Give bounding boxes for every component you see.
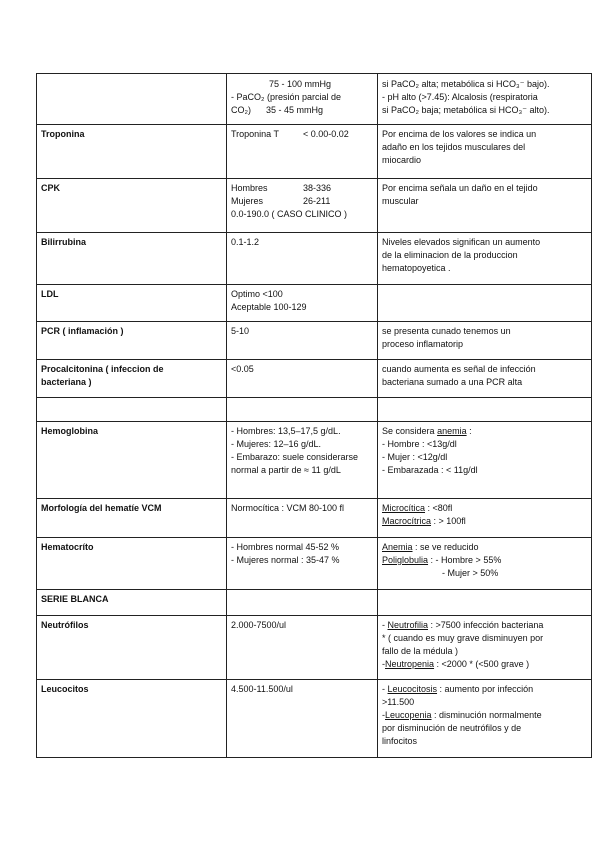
table-row — [37, 125, 592, 179]
value-line — [231, 182, 373, 195]
reference-values-cell — [227, 125, 378, 179]
reference-values-cell: 0.1-1.2 — [227, 233, 378, 285]
test-name-cell — [37, 398, 227, 422]
note-line — [382, 502, 587, 515]
note-line: por disminución de neutrófilos y de — [382, 723, 522, 733]
note-line: * ( cuando es muy grave disminuyen por — [382, 633, 544, 643]
test-name-cell — [37, 360, 227, 398]
table-row — [37, 179, 592, 233]
value-line: normal a partir de ≈ 11 g/dL — [231, 465, 341, 475]
value-text: CO₂) — [231, 105, 251, 115]
reference-values-cell: 5-10 — [227, 322, 378, 360]
note-text: : se ve reducido — [412, 542, 479, 552]
section-title: SERIE BLANCA — [37, 590, 227, 616]
test-name-cell: Morfología del hematíe VCM — [37, 499, 227, 538]
interpretation-cell — [378, 538, 592, 590]
interpretation-cell — [378, 398, 592, 422]
value-text: Hombres — [231, 183, 268, 193]
note-text: : > 100fl — [431, 516, 466, 526]
note-text: Se considera — [382, 426, 435, 436]
table-row — [37, 360, 592, 398]
underlined-term: Neutrofilia — [387, 620, 429, 630]
value-line: - Mujeres: 12–16 g/dL. — [231, 439, 322, 449]
note-text: - — [382, 684, 388, 694]
note-line — [382, 619, 587, 632]
reference-values-cell — [227, 285, 378, 322]
table-row — [37, 499, 592, 538]
note-text: : <2000 * (<500 grave ) — [434, 659, 530, 669]
note-text: - — [382, 659, 385, 669]
note-line: fallo de la médula ) — [382, 646, 459, 656]
note-text: : <80fl — [425, 503, 453, 513]
note-line — [382, 683, 587, 696]
reference-values-cell — [227, 422, 378, 499]
value-line: Optimo <100 — [231, 289, 283, 299]
reference-values-cell — [227, 74, 378, 125]
interpretation-cell — [378, 590, 592, 616]
lab-values-table — [36, 73, 592, 758]
note-line: de la eliminacion de la produccion — [382, 250, 518, 260]
value-line — [231, 195, 373, 208]
value-line: - Embarazo: suele considerarse — [231, 452, 359, 462]
reference-values-cell — [227, 590, 378, 616]
interpretation-cell — [378, 285, 592, 322]
underlined-term: Poliglobulia — [382, 555, 429, 565]
note-line: si PaCO₂ baja; metabólica si HCO₃⁻ alto). — [382, 105, 550, 115]
note-line: - Mujer > 50% — [442, 568, 499, 578]
interpretation-cell — [378, 616, 592, 680]
note-line — [382, 425, 587, 438]
note-line: - pH alto (>7.45): Alcalosis (respiratoria — [382, 92, 538, 102]
interpretation-cell — [378, 680, 592, 758]
note-line: proceso inflamatorip — [382, 339, 464, 349]
test-name-cell: Neutrófilos — [37, 616, 227, 680]
note-line: hematopoyetica . — [382, 263, 451, 273]
interpretation-cell — [378, 360, 592, 398]
value-line: - Hombres: 13,5–17,5 g/dL. — [231, 426, 341, 436]
underlined-term: Leucocitosis — [387, 684, 438, 694]
name-line: Procalcitonina ( infeccion de — [41, 364, 164, 374]
underlined-term: Microcítica — [382, 503, 426, 513]
note-line: Por encima señala un daño en el tejido — [382, 183, 538, 193]
table-row — [37, 322, 592, 360]
value-line: - PaCO₂ (presión parcial de — [231, 92, 342, 102]
note-line — [382, 709, 587, 722]
note-line: Niveles elevados significan un aumento — [382, 237, 541, 247]
table-row — [37, 538, 592, 590]
note-line: adaño en los tejidos musculares del — [382, 142, 526, 152]
value-text: Troponina T — [231, 129, 280, 139]
test-name-cell: Bilirrubina — [37, 233, 227, 285]
note-line: - Hombre : <13g/dl — [382, 439, 457, 449]
note-line: se presenta cunado tenemos un — [382, 326, 511, 336]
interpretation-cell — [378, 422, 592, 499]
value-line: Aceptable 100-129 — [231, 302, 307, 312]
test-name-cell: Hemoglobina — [37, 422, 227, 499]
value-text: 26-211 — [303, 196, 331, 206]
interpretation-cell — [378, 125, 592, 179]
test-name-cell: PCR ( inflamación ) — [37, 322, 227, 360]
underlined-term: Macrocítrica — [382, 516, 432, 526]
test-name-cell — [37, 74, 227, 125]
note-line — [382, 658, 587, 671]
interpretation-cell — [378, 322, 592, 360]
reference-values-cell: 2.000-7500/ul — [227, 616, 378, 680]
note-text: - — [382, 620, 388, 630]
underlined-term: Leucopenia — [385, 710, 432, 720]
note-line — [382, 554, 587, 567]
test-name-cell: LDL — [37, 285, 227, 322]
value-line: 0.0-190.0 ( CASO CLINICO ) — [231, 209, 348, 219]
table-row — [37, 680, 592, 758]
table-row — [37, 233, 592, 285]
reference-values-cell: 4.500-11.500/ul — [227, 680, 378, 758]
note-line: - Mujer : <12g/dl — [382, 452, 448, 462]
note-text: : — [469, 426, 472, 436]
test-name-cell: Troponina — [37, 125, 227, 179]
table-row-empty — [37, 398, 592, 422]
underlined-term: Anemia — [382, 542, 413, 552]
interpretation-cell — [378, 233, 592, 285]
note-line: linfocitos — [382, 736, 418, 746]
reference-values-cell — [227, 179, 378, 233]
note-line: Por encima de los valores se indica un — [382, 129, 537, 139]
note-line: >11.500 — [382, 697, 415, 707]
table-row — [37, 422, 592, 499]
reference-values-cell — [227, 398, 378, 422]
note-line: si PaCO₂ alta; metabólica si HCO₃⁻ bajo). — [382, 79, 550, 89]
value-line — [231, 104, 373, 117]
note-text: - — [382, 710, 385, 720]
note-text: : disminución normalmente — [431, 710, 542, 720]
interpretation-cell — [378, 499, 592, 538]
note-text: : - Hombre > 55% — [428, 555, 502, 565]
interpretation-cell — [378, 74, 592, 125]
reference-values-cell: Normocítica : VCM 80-100 fl — [227, 499, 378, 538]
note-line: cuando aumenta es señal de infección — [382, 364, 536, 374]
table-row — [37, 285, 592, 322]
note-line: muscular — [382, 196, 419, 206]
name-line: bacteriana ) — [41, 377, 92, 387]
underlined-term: Neutropenia — [385, 659, 435, 669]
value-line: - Mujeres normal : 35-47 % — [231, 555, 340, 565]
note-text: : aumento por infección — [437, 684, 534, 694]
note-text: : >7500 infección bacteriana — [428, 620, 544, 630]
note-line: - Embarazada : < 11g/dl — [382, 465, 478, 475]
value-text: < 0.00-0.02 — [303, 129, 349, 139]
underlined-term: anemia — [437, 426, 467, 436]
test-name-cell: CPK — [37, 179, 227, 233]
table-row — [37, 616, 592, 680]
reference-values-cell — [227, 538, 378, 590]
value-line — [231, 128, 373, 141]
value-text: 38-336 — [303, 183, 332, 193]
note-line: miocardio — [382, 155, 422, 165]
note-line: bacteriana sumado a una PCR alta — [382, 377, 523, 387]
interpretation-cell — [378, 179, 592, 233]
test-name-cell: Leucocitos — [37, 680, 227, 758]
note-line — [382, 541, 587, 554]
section-header-row — [37, 590, 592, 616]
test-name-cell: Hematocríto — [37, 538, 227, 590]
value-line: 75 - 100 mmHg — [269, 79, 332, 89]
value-line: - Hombres normal 45-52 % — [231, 542, 340, 552]
reference-values-cell: <0.05 — [227, 360, 378, 398]
note-line — [382, 515, 587, 528]
value-text: Mujeres — [231, 196, 264, 206]
value-text: 35 - 45 mmHg — [266, 105, 324, 115]
table-row — [37, 74, 592, 125]
